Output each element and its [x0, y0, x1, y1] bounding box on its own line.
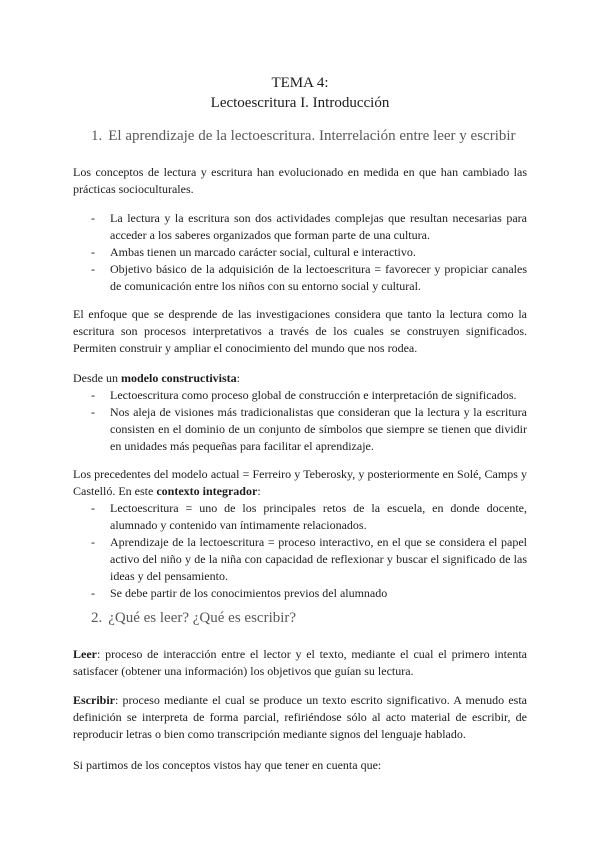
constructivista-bullet-list — [73, 387, 527, 455]
enfoque-paragraph: El enfoque que se desprende de las investigaciones considera que tanto la lectura como la escritura son procesos interpretativos a través de los cuales se construyen significados. Permiten construir y ampliar el conocimiento del mundo que nos rodea. — [73, 307, 527, 355]
constructivista-bold: modelo constructivista — [121, 371, 237, 385]
list-item: - Objetivo básico de la adquisición de la lectoescritura = favorecer y propiciar canales de comunicación entre los niños con su entorno social y cultural. — [91, 262, 527, 293]
leer-term: Leer — [73, 647, 97, 661]
list-item: - La lectura y la escritura son dos actividades complejas que resultan necesarias para acceder a los saberes organizados que forman parte de una cultura. — [91, 211, 527, 242]
leer-definition: Leer: proceso de interacción entre el lector y el texto, mediante el cual el primero intenta satisfacer (obtener una información) los objetivos que guían su lectura. — [73, 647, 527, 678]
list-item: - Ambas tienen un marcado carácter social, cultural e interactivo. — [91, 245, 416, 259]
precedentes-paragraph: Los precedentes del modelo actual = Ferreiro y Teberosky, y posteriormente en Solé, Camps y Castelló. En este contexto integrador: — [73, 467, 527, 498]
list-item: - Aprendizaje de la lectoescritura = proceso interactivo, en el que se considera el papel activo del niño y de la niña con capacidad de reflexionar y buscar el significado de las ideas y del pensamiento. — [91, 535, 527, 583]
section1-bullet-list — [73, 210, 527, 295]
constructivista-intro: Desde un modelo constructivista: — [73, 371, 240, 385]
section1-number: 1. — [91, 128, 103, 144]
list-item: - Nos aleja de visiones más tradicionalistas que consideran que la lectura y la escritura consisten en el dominio de un conjunto de símbolos que siempre se tienen que dividir en unidades más pequeñas para facilitar el aprendizaje. — [91, 405, 527, 453]
list-item: - Lectoescritura como proceso global de construcción e interpretación de significados. — [91, 388, 517, 402]
escribir-definition: Escribir: proceso mediante el cual se produce un texto escrito significativo. A menudo esta definición se interpreta de forma parcial, refiriéndose sólo al acto material de escribir, de reproducir letras o bien como transcripción mediante signos del lenguaje hablado. — [73, 693, 527, 741]
document-title-line1: TEMA 4: — [271, 75, 329, 91]
section1-heading — [91, 128, 516, 145]
section2-number: 2. — [91, 610, 103, 626]
closing-paragraph: Si partimos de los conceptos vistos hay que tener en cuenta que: — [73, 758, 382, 772]
section1-intro: Los conceptos de lectura y escritura han evolucionado en medida en que han cambiado las prácticas socioculturales. — [73, 165, 527, 196]
section2-heading-text: ¿Qué es leer? ¿Qué es escribir? — [108, 610, 297, 626]
section1-heading-text: El aprendizaje de la lectoescritura. Interrelación entre leer y escribir — [108, 128, 516, 144]
precedentes-bullet-list — [73, 500, 527, 602]
escribir-term: Escribir — [73, 693, 115, 707]
document-title-line2: Lectoescritura I. Introducción — [210, 95, 390, 111]
list-item: - Se debe partir de los conocimientos previos del alumnado — [91, 586, 388, 600]
section2-heading — [91, 610, 296, 627]
list-item: - Lectoescritura = uno de los principales retos de la escuela, en donde docente, alumnado y contenido van íntimamente relacionados. — [91, 501, 527, 532]
contexto-integrador-bold: contexto integrador — [156, 484, 258, 498]
